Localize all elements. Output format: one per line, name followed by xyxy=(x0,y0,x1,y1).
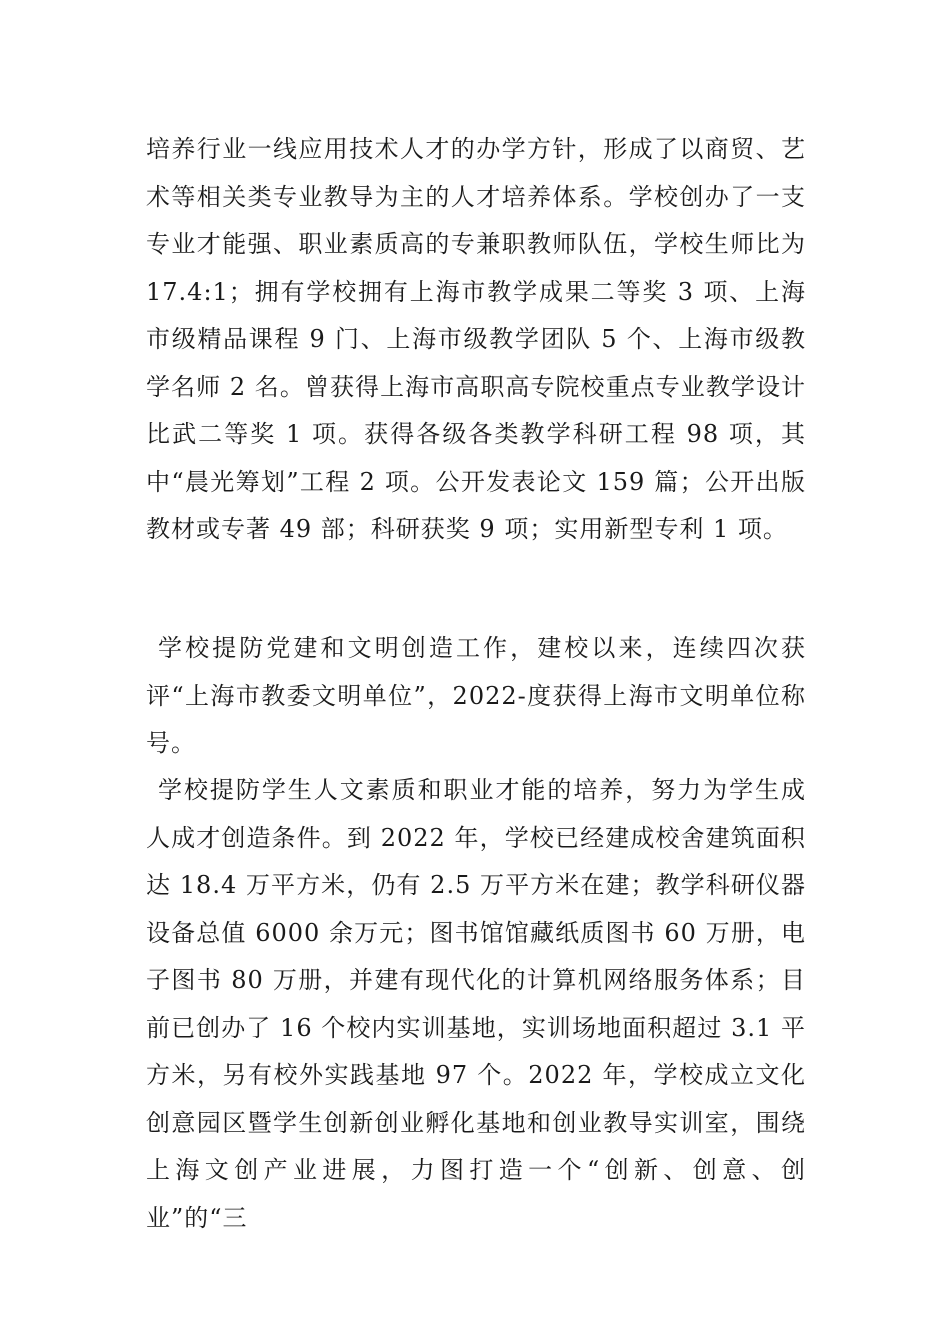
paragraph-1: 培养行业一线应用技术人才的办学方针，形成了以商贸、艺术等相关类专业教导为主的人才培养体系。学校创办了一支专业才能强、职业素质高的专兼职教师队伍，学校生师比为 17.4:1；拥有学校拥有上海市教学成果二等奖 3 项、上海市级精品课程 9 门、上海市级教学团队 5 个、上海市级教学名师 2 名。曾获得上海市高职高专院校重点专业教学设计比武二等奖 1 项。获得各级各类教学科研工程 98 项，其中“晨光筹划”工程 2 项。公开发表论文 159 篇；公开出版教材或专著 49 部；科研获奖 9 项；实用新型专利 1 项。 xyxy=(146,135,806,543)
paragraph-2: 学校提防党建和文明创造工作，建校以来，连续四次获评“上海市教委文明单位”，2022-度获得上海市文明单位称号。 xyxy=(146,634,806,757)
paragraph-3: 学校提防学生人文素质和职业才能的培养，努力为学生成人成才创造条件。到 2022 年，学校已经建成校舍建筑面积达 18.4 万平方米，仍有 2.5 万平方米在建；教学科研仪器设备总值 6000 余万元；图书馆馆藏纸质图书 60 万册，电子图书 80 万册，并建有现代化的计算机网络服务体系；目前已创办了 16 个校内实训基地，实训场地面积超过 3.1 平方米，另有校外实践基地 97 个。2022 年，学校成立文化创意园区暨学生创新创业孵化基地和创业教导实训室，围绕上海文创产业进展，力图打造一个“创新、创意、创业”的“三 xyxy=(146,776,806,1232)
